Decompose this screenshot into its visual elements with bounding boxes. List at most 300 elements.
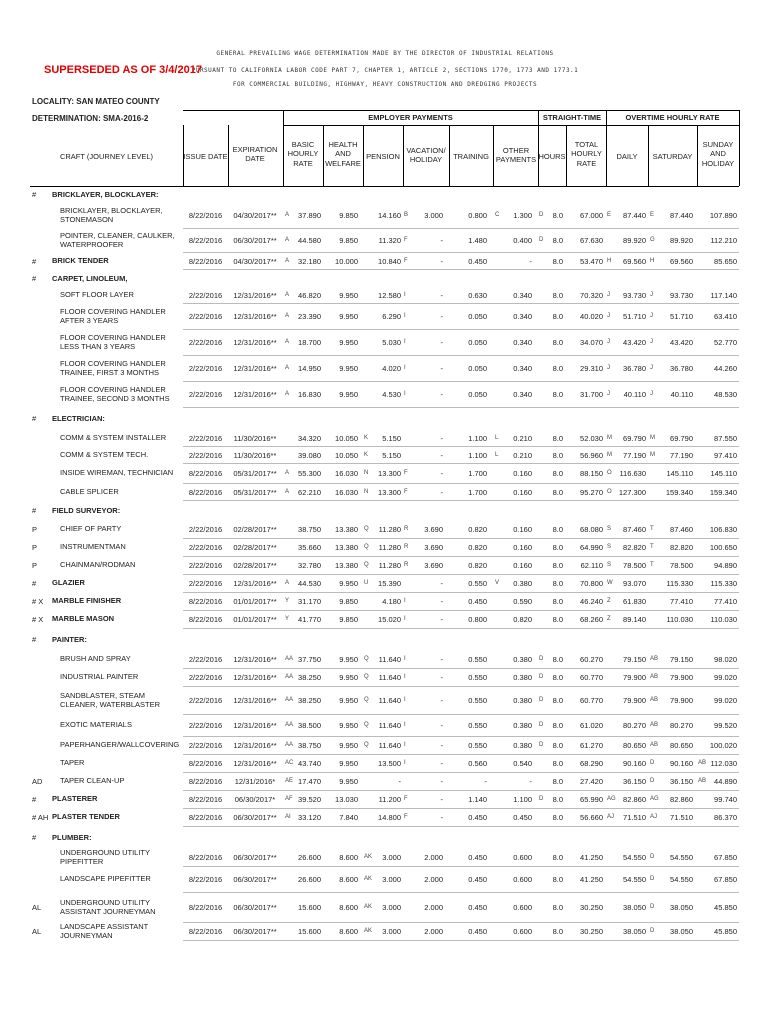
locality-label: LOCALITY: SAN MATEO COUNTY <box>32 97 160 106</box>
determination-label: DETERMINATION: SMA-2016-2 <box>32 114 149 123</box>
cell-total: 64.990 <box>580 543 603 552</box>
cell-daily: 93.070 <box>623 579 646 588</box>
cell-basic: 14.950 <box>298 364 321 373</box>
cell-total: 70.320 <box>580 291 603 300</box>
cell-vac: - <box>440 364 443 373</box>
section-row <box>0 629 770 651</box>
cell-health: 8.600 <box>339 875 358 884</box>
cell-hours: 8.0 <box>552 875 563 884</box>
cell-total: 56.960 <box>580 451 603 460</box>
table-row <box>0 755 770 773</box>
cell-vac: - <box>440 655 443 664</box>
cell-sat: 110.030 <box>666 615 693 624</box>
cell-pension: 13.300 <box>378 488 401 497</box>
cell-dc: S <box>607 562 612 568</box>
cell-other: 0.340 <box>513 291 532 300</box>
cell-daily: 51.710 <box>623 312 646 321</box>
cell-sat: 40.110 <box>670 390 693 399</box>
cell-issue: 8/22/2016 <box>188 469 223 478</box>
footnote-mark: # <box>32 795 37 804</box>
cell-vc: I <box>404 742 406 748</box>
cell-sun: 87.550 <box>714 434 737 443</box>
cell-exp: 12/31/2016** <box>233 312 277 321</box>
section-title: FIELD SURVEYOR: <box>52 506 121 515</box>
footnote-mark: # AH <box>32 813 49 822</box>
cell-dc: J <box>607 391 610 397</box>
cell-hours: 8.0 <box>552 813 563 822</box>
cell-other: 0.160 <box>513 488 532 497</box>
cell-sat: 69.560 <box>670 257 693 266</box>
cell-sat: 36.150 <box>670 777 693 786</box>
section-title: PAINTER: <box>52 635 87 644</box>
cell-dc: S <box>607 544 612 550</box>
cell-sc: AB <box>650 722 659 728</box>
cell-issue: 8/22/2016 <box>188 813 223 822</box>
cell-basic: 17.470 <box>298 777 321 786</box>
cell-basic: 39.080 <box>298 451 321 460</box>
cell-train: 0.550 <box>468 579 487 588</box>
cell-total: 34.070 <box>580 338 603 347</box>
cell-train: 0.450 <box>468 597 487 606</box>
footnote-mark: # X <box>32 597 44 606</box>
cell-train: 0.800 <box>468 211 487 220</box>
cell-train: 1.140 <box>468 795 487 804</box>
cell-basic: 38.250 <box>298 673 321 682</box>
cell-bc: AE <box>285 778 294 784</box>
cell-daily: 38.050 <box>623 903 646 912</box>
cell-hours: 8.0 <box>552 696 563 705</box>
cell-sun: 45.850 <box>714 903 737 912</box>
cell-sc: AB <box>650 656 659 662</box>
cell-sc: J <box>650 365 653 371</box>
craft-name: MARBLE FINISHER <box>52 596 122 605</box>
cell-bc: A <box>285 212 290 218</box>
cell-sun: 99.740 <box>714 795 737 804</box>
cell-issue: 2/22/2016 <box>188 543 223 552</box>
cell-sat: 80.650 <box>670 741 693 750</box>
cell-basic: 18.700 <box>298 338 321 347</box>
cell-sat: 89.920 <box>670 236 693 245</box>
cell-pension: 15.020 <box>378 615 401 624</box>
cell-issue: 2/22/2016 <box>188 673 223 682</box>
cell-exp: 06/30/2017** <box>233 236 277 245</box>
cell-total: 29.310 <box>580 364 603 373</box>
cell-other: 0.160 <box>513 561 532 570</box>
cell-dc: E <box>607 212 612 218</box>
cell-health: 9.950 <box>339 312 358 321</box>
cell-sat: 38.050 <box>670 927 693 936</box>
craft-name: BRUSH AND SPRAY <box>60 654 131 663</box>
cell-train: 0.050 <box>468 390 487 399</box>
cell-hours: 8.0 <box>552 721 563 730</box>
cell-exp: 12/31/2016** <box>233 291 277 300</box>
cell-issue: 2/22/2016 <box>188 364 223 373</box>
cell-dc: J <box>607 313 610 319</box>
cell-exp: 12/31/2016** <box>233 338 277 347</box>
cell-issue: 8/22/2016 <box>188 777 223 786</box>
cell-vc: F <box>404 796 408 802</box>
table-row <box>0 464 770 484</box>
craft-name: SOFT FLOOR LAYER <box>60 290 134 299</box>
cell-oc: L <box>495 452 499 458</box>
cell-daily: 89.140 <box>623 615 646 624</box>
cell-train: 0.450 <box>468 257 487 266</box>
cell-health: 9.950 <box>339 696 358 705</box>
cell-daily: 93.730 <box>623 291 646 300</box>
cell-pc: AK <box>364 876 373 882</box>
cell-sun: 67.850 <box>714 875 737 884</box>
cell-basic: 32.780 <box>298 561 321 570</box>
cell-hours: 8.0 <box>552 451 563 460</box>
cell-sat: 79.900 <box>670 673 693 682</box>
cell-exp: 06/30/2017** <box>233 813 277 822</box>
cell-bc: AA <box>285 674 294 680</box>
table-row <box>0 867 770 893</box>
cell-other: 0.340 <box>513 338 532 347</box>
cell-pc: Q <box>364 742 369 748</box>
cell-bc: A <box>285 292 290 298</box>
cell-basic: 46.820 <box>298 291 321 300</box>
cell-train: 1.100 <box>468 451 487 460</box>
cell-sun: 159.340 <box>709 488 737 497</box>
cell-other: 0.600 <box>513 927 532 936</box>
cell-pc: K <box>364 435 369 441</box>
table-row <box>0 229 770 253</box>
table-row <box>0 447 770 464</box>
cell-bc: A <box>285 391 290 397</box>
table-row <box>0 791 770 809</box>
cell-vac: - <box>440 338 443 347</box>
footnote-mark: # X <box>32 615 44 624</box>
cell-daily: 40.110 <box>623 390 646 399</box>
cell-exp: 04/30/2017** <box>233 211 277 220</box>
cell-daily: 36.150 <box>623 777 646 786</box>
craft-name: BRICKLAYER, BLOCKLAYER, STONEMASON <box>60 206 163 224</box>
cell-hours: 8.0 <box>552 795 563 804</box>
cell-sun: 100.650 <box>709 543 737 552</box>
cell-issue: 8/22/2016 <box>188 597 223 606</box>
cell-total: 61.270 <box>580 741 603 750</box>
cell-suc: AB <box>698 760 707 766</box>
cell-sat: 78.500 <box>670 561 693 570</box>
cell-vc: I <box>404 339 406 345</box>
cell-vac: 2.000 <box>424 903 443 912</box>
cell-health: 10.050 <box>335 434 358 443</box>
cell-train: 0.820 <box>468 543 487 552</box>
cell-issue: 8/22/2016 <box>188 795 223 804</box>
cell-daily: 80.270 <box>623 721 646 730</box>
craft-name: COMM & SYSTEM INSTALLER <box>60 433 167 442</box>
cell-total: 68.080 <box>580 525 603 534</box>
cell-issue: 2/22/2016 <box>188 525 223 534</box>
cell-train: 0.550 <box>468 673 487 682</box>
cell-vc: I <box>404 697 406 703</box>
cell-dc: J <box>607 339 610 345</box>
cell-basic: 38.250 <box>298 696 321 705</box>
cell-total: 67.000 <box>580 211 603 220</box>
craft-name: POINTER, CLEANER, CAULKER, WATERPROOFER <box>60 231 175 249</box>
cell-total: 31.700 <box>580 390 603 399</box>
cell-exp: 12/31/2016** <box>233 364 277 373</box>
cell-train: 0.550 <box>468 696 487 705</box>
row-divider <box>183 940 739 941</box>
cell-total: 68.290 <box>580 759 603 768</box>
section-title: ELECTRICIAN: <box>52 414 105 423</box>
cell-health: 9.950 <box>339 673 358 682</box>
cell-vac: - <box>440 777 443 786</box>
cell-daily: 54.550 <box>623 853 646 862</box>
cell-exp: 02/28/2017** <box>233 561 277 570</box>
craft-name: PAPERHANGER/WALLCOVERING <box>60 740 180 749</box>
cell-other: 0.590 <box>513 597 532 606</box>
cell-health: 8.600 <box>339 927 358 936</box>
cell-exp: 06/30/2017** <box>233 927 277 936</box>
cell-sat: 54.550 <box>670 853 693 862</box>
cell-other: 0.380 <box>513 696 532 705</box>
cell-other: 0.400 <box>513 236 532 245</box>
cell-issue: 2/22/2016 <box>188 655 223 664</box>
cell-health: 13.030 <box>335 795 358 804</box>
cell-health: 9.850 <box>339 597 358 606</box>
cell-total: 65.990 <box>580 795 603 804</box>
craft-name: FLOOR COVERING HANDLER TRAINEE, SECOND 3 MONTHS <box>60 385 170 403</box>
cell-total: 41.250 <box>580 875 603 884</box>
cell-issue: 8/22/2016 <box>188 927 223 936</box>
cell-oc: L <box>495 435 499 441</box>
cell-vac: 2.000 <box>424 853 443 862</box>
cell-hours: 8.0 <box>552 291 563 300</box>
section-row <box>0 270 770 287</box>
cell-total: 40.020 <box>580 312 603 321</box>
cell-dc: AG <box>607 796 616 802</box>
cell-sat: 115.330 <box>666 579 693 588</box>
basic-rate-header: BASIC HOURLY RATE <box>287 140 319 168</box>
cell-bc: AA <box>285 722 294 728</box>
cell-total: 53.470 <box>580 257 603 266</box>
cell-other: 0.210 <box>513 434 532 443</box>
header-line-1: GENERAL PREVAILING WAGE DETERMINATION MADE BY THE DIRECTOR OF INDUSTRIAL RELATIONS <box>216 50 554 57</box>
cell-train: 0.550 <box>468 721 487 730</box>
section-row <box>0 501 770 521</box>
cell-vc: I <box>404 656 406 662</box>
cell-vac: - <box>440 673 443 682</box>
craft-name: SANDBLASTER, STEAM CLEANER, WATERBLASTER <box>60 691 161 709</box>
vacation-header: VACATION/ HOLIDAY <box>406 146 446 165</box>
cell-sun: 107.890 <box>709 211 737 220</box>
cell-pension: 5.030 <box>382 338 401 347</box>
cell-pension: 13.500 <box>378 759 401 768</box>
cell-hours: 8.0 <box>552 525 563 534</box>
cell-train: 0.050 <box>468 364 487 373</box>
cell-train: 0.560 <box>468 759 487 768</box>
craft-name: FLOOR COVERING HANDLER AFTER 3 YEARS <box>60 307 166 325</box>
cell-daily: 82.860 <box>623 795 646 804</box>
cell-vac: 2.000 <box>424 875 443 884</box>
cell-hours: 8.0 <box>552 853 563 862</box>
cell-train: 1.100 <box>468 434 487 443</box>
cell-bc: A <box>285 258 290 264</box>
cell-daily: 127.300 <box>618 488 646 497</box>
cell-pension: 11.640 <box>378 673 401 682</box>
section-row <box>0 186 770 203</box>
cell-hours: 8.0 <box>552 673 563 682</box>
cell-daily: 79.150 <box>623 655 646 664</box>
cell-vc: F <box>404 489 408 495</box>
cell-health: 9.850 <box>339 211 358 220</box>
cell-basic: 26.600 <box>298 853 321 862</box>
cell-vac: - <box>440 434 443 443</box>
cell-issue: 2/22/2016 <box>188 561 223 570</box>
cell-health: 9.950 <box>339 364 358 373</box>
cell-sat: 38.050 <box>670 903 693 912</box>
table-row <box>0 330 770 356</box>
cell-health: 9.950 <box>339 338 358 347</box>
cell-pension: 14.160 <box>378 211 401 220</box>
cell-exp: 06/30/2017** <box>233 875 277 884</box>
cell-dc: AJ <box>607 814 615 820</box>
cell-vc: F <box>404 258 408 264</box>
cell-train: 0.450 <box>468 853 487 862</box>
cell-total: 60.770 <box>580 673 603 682</box>
table-row <box>0 521 770 539</box>
cell-basic: 38.750 <box>298 741 321 750</box>
cell-pension: 3.000 <box>382 853 401 862</box>
table-row <box>0 557 770 575</box>
section-row <box>0 827 770 849</box>
cell-other: 0.340 <box>513 312 532 321</box>
cell-vac: - <box>440 741 443 750</box>
cell-dc: W <box>607 580 613 586</box>
table-row <box>0 773 770 791</box>
footnote-mark: # <box>32 274 37 283</box>
cell-sun: 52.770 <box>714 338 737 347</box>
total-rate-header: TOTAL HOURLY RATE <box>571 140 602 168</box>
cell-basic: 39.520 <box>298 795 321 804</box>
cell-sc: J <box>650 339 653 345</box>
cell-vc: F <box>404 814 408 820</box>
cell-daily: 61.830 <box>623 597 646 606</box>
cell-pension: 5.150 <box>382 434 401 443</box>
cell-hours: 8.0 <box>552 927 563 936</box>
cell-other: 0.380 <box>513 721 532 730</box>
craft-name: FLOOR COVERING HANDLER TRAINEE, FIRST 3 MONTHS <box>60 359 166 377</box>
cell-exp: 12/31/2016** <box>233 655 277 664</box>
cell-daily: 36.780 <box>623 364 646 373</box>
footnote-mark: AD <box>32 777 43 786</box>
cell-pc: Q <box>364 544 369 550</box>
cell-train: 1.480 <box>468 236 487 245</box>
cell-dc: J <box>607 365 610 371</box>
section-title: PLUMBER: <box>52 833 92 842</box>
cell-hc: D <box>539 796 544 802</box>
craft-name: CHAINMAN/RODMAN <box>60 560 136 569</box>
cell-vac: - <box>440 579 443 588</box>
cell-daily: 80.650 <box>623 741 646 750</box>
cell-vac: - <box>440 236 443 245</box>
cell-vac: - <box>440 597 443 606</box>
footnote-mark: AL <box>32 927 42 936</box>
cell-pension: 3.000 <box>382 903 401 912</box>
cell-other: 1.300 <box>513 211 532 220</box>
issue-date-header: ISSUE DATE <box>183 152 228 161</box>
cell-bc: A <box>285 489 290 495</box>
cell-sat: 79.900 <box>670 696 693 705</box>
cell-health: 10.000 <box>335 257 358 266</box>
cell-vc: I <box>404 598 406 604</box>
cell-sun: 85.650 <box>714 257 737 266</box>
cell-dc: Z <box>607 598 611 604</box>
cell-daily: 79.900 <box>623 696 646 705</box>
cell-oc: V <box>495 580 500 586</box>
cell-pc: Q <box>364 674 369 680</box>
cell-sun: 63.410 <box>714 312 737 321</box>
cell-basic: 33.120 <box>298 813 321 822</box>
footnote-mark: P <box>32 561 38 570</box>
cell-sc: T <box>650 526 654 532</box>
training-header: TRAINING <box>453 152 489 161</box>
cell-exp: 01/01/2017** <box>233 615 277 624</box>
cell-sun: 48.530 <box>714 390 737 399</box>
cell-hours: 8.0 <box>552 759 563 768</box>
cell-other: 0.600 <box>513 903 532 912</box>
cell-pension: 12.580 <box>378 291 401 300</box>
cell-exp: 06/30/2017** <box>233 903 277 912</box>
cell-sc: T <box>650 562 654 568</box>
cell-vc: I <box>404 760 406 766</box>
cell-health: 9.850 <box>339 236 358 245</box>
footnote-mark: P <box>32 525 38 534</box>
cell-sat: 77.190 <box>670 451 693 460</box>
cell-exp: 06/30/2017** <box>233 853 277 862</box>
cell-exp: 01/01/2017** <box>233 597 277 606</box>
cell-pc: K <box>364 452 369 458</box>
cell-dc: O <box>607 470 612 476</box>
cell-vac: 3.690 <box>424 543 443 552</box>
table-row <box>0 715 770 737</box>
cell-total: 30.250 <box>580 927 603 936</box>
cell-pc: AK <box>364 928 373 934</box>
cell-pension: 11.280 <box>378 561 401 570</box>
cell-exp: 12/31/2016** <box>233 721 277 730</box>
cell-vc: I <box>404 674 406 680</box>
cell-sat: 159.340 <box>665 488 693 497</box>
cell-vc: F <box>404 470 408 476</box>
cell-sun: 115.330 <box>710 579 737 588</box>
cell-hours: 8.0 <box>552 777 563 786</box>
overtime-header: OVERTIME HOURLY RATE <box>625 113 720 122</box>
cell-issue: 2/22/2016 <box>188 390 223 399</box>
table-row <box>0 687 770 715</box>
cell-pc: Q <box>364 562 369 568</box>
cell-other: 0.450 <box>513 813 532 822</box>
cell-total: 60.770 <box>580 696 603 705</box>
cell-total: 52.030 <box>580 434 603 443</box>
cell-dc: O <box>607 489 612 495</box>
cell-daily: 79.900 <box>623 673 646 682</box>
cell-sat: 43.420 <box>670 338 693 347</box>
cell-basic: 38.500 <box>298 721 321 730</box>
cell-vc: I <box>404 722 406 728</box>
other-payments-header: OTHER PAYMENTS <box>495 146 537 165</box>
cell-sc: D <box>650 854 655 860</box>
cell-health: 7.840 <box>339 813 358 822</box>
cell-total: 62.110 <box>580 561 603 570</box>
cell-train: 0.820 <box>468 561 487 570</box>
cell-sat: 80.270 <box>670 721 693 730</box>
cell-issue: 2/22/2016 <box>188 696 223 705</box>
cell-hc: D <box>539 656 544 662</box>
cell-issue: 8/22/2016 <box>188 903 223 912</box>
